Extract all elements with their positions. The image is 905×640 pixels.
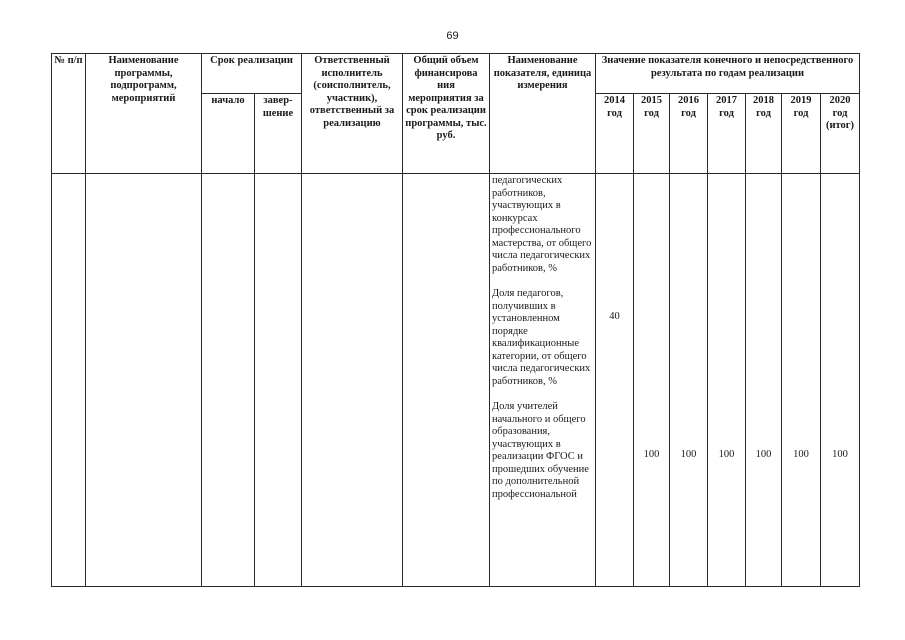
- table-row: [52, 174, 860, 587]
- cell-term-start: [202, 174, 255, 587]
- page-number: 69: [446, 30, 459, 42]
- header-responsible: Ответственный исполнитель (соисполнитель, участник), ответственный за реализацию: [302, 54, 403, 174]
- value-2020-row3: 100: [832, 449, 848, 460]
- cell-year-2016: [670, 174, 708, 587]
- cell-year-2017: [708, 174, 746, 587]
- cell-funding: [403, 174, 490, 587]
- header-term-end: завер-шение: [255, 94, 302, 174]
- cell-year-2020: [821, 174, 860, 587]
- header-year-2015: 2015 год: [634, 94, 670, 174]
- cell-responsible: [302, 174, 403, 587]
- header-values-group: Значение показателя конечного и непосредственного результата по годам реализации: [596, 54, 860, 94]
- header-term: Срок реализации: [202, 54, 302, 94]
- value-2017-row3: 100: [718, 449, 735, 460]
- cell-year-2018: [746, 174, 782, 587]
- indicator-text-3: Доля учителей начального и общего образования, участвующих в реализации ФГОС и прошедших обучение по дополнительной профессиональной: [492, 401, 589, 500]
- indicators-table: [51, 53, 860, 587]
- indicator-text-2: Доля педагогов, получивших в установленном порядке квалификационные категории, от общего числа педагогических работников, %: [492, 288, 591, 387]
- header-year-2018: 2018 год: [746, 94, 782, 174]
- header-indicator: Наименование показателя, единица измерения: [490, 54, 596, 174]
- header-year-2017: 2017 год: [708, 94, 746, 174]
- cell-term-end: [255, 174, 302, 587]
- value-2018-row3: 100: [755, 449, 772, 460]
- cell-indicators: [490, 174, 596, 587]
- header-term-start: начало: [202, 94, 255, 174]
- cell-year-2019: [782, 174, 821, 587]
- header-year-2016: 2016 год: [670, 94, 708, 174]
- header-program-name: Наименование программы, подпрограмм, мероприятий: [86, 54, 202, 174]
- indicator-text-1: педагогических работников, участвующих в конкурсах профессионального мастерства, от общего числа педагогических работников, %: [492, 175, 592, 274]
- cell-year-2014: [596, 174, 634, 587]
- cell-program-name: [86, 174, 202, 587]
- cell-num: [52, 174, 86, 587]
- header-funding: Общий объем финансирова ния мероприятия за срок реализации программы, тыс. руб.: [403, 54, 490, 174]
- value-2019-row3: 100: [793, 449, 809, 460]
- header-year-2014: 2014 год: [596, 94, 634, 174]
- header-year-2020: 2020 год (итог): [821, 94, 860, 174]
- value-2015-row3: 100: [643, 449, 660, 460]
- value-2014-row2: 40: [609, 311, 620, 322]
- header-num: № п/п: [52, 54, 86, 174]
- value-2016-row3: 100: [680, 449, 697, 460]
- header-year-2019: 2019 год: [782, 94, 821, 174]
- cell-year-2015: [634, 174, 670, 587]
